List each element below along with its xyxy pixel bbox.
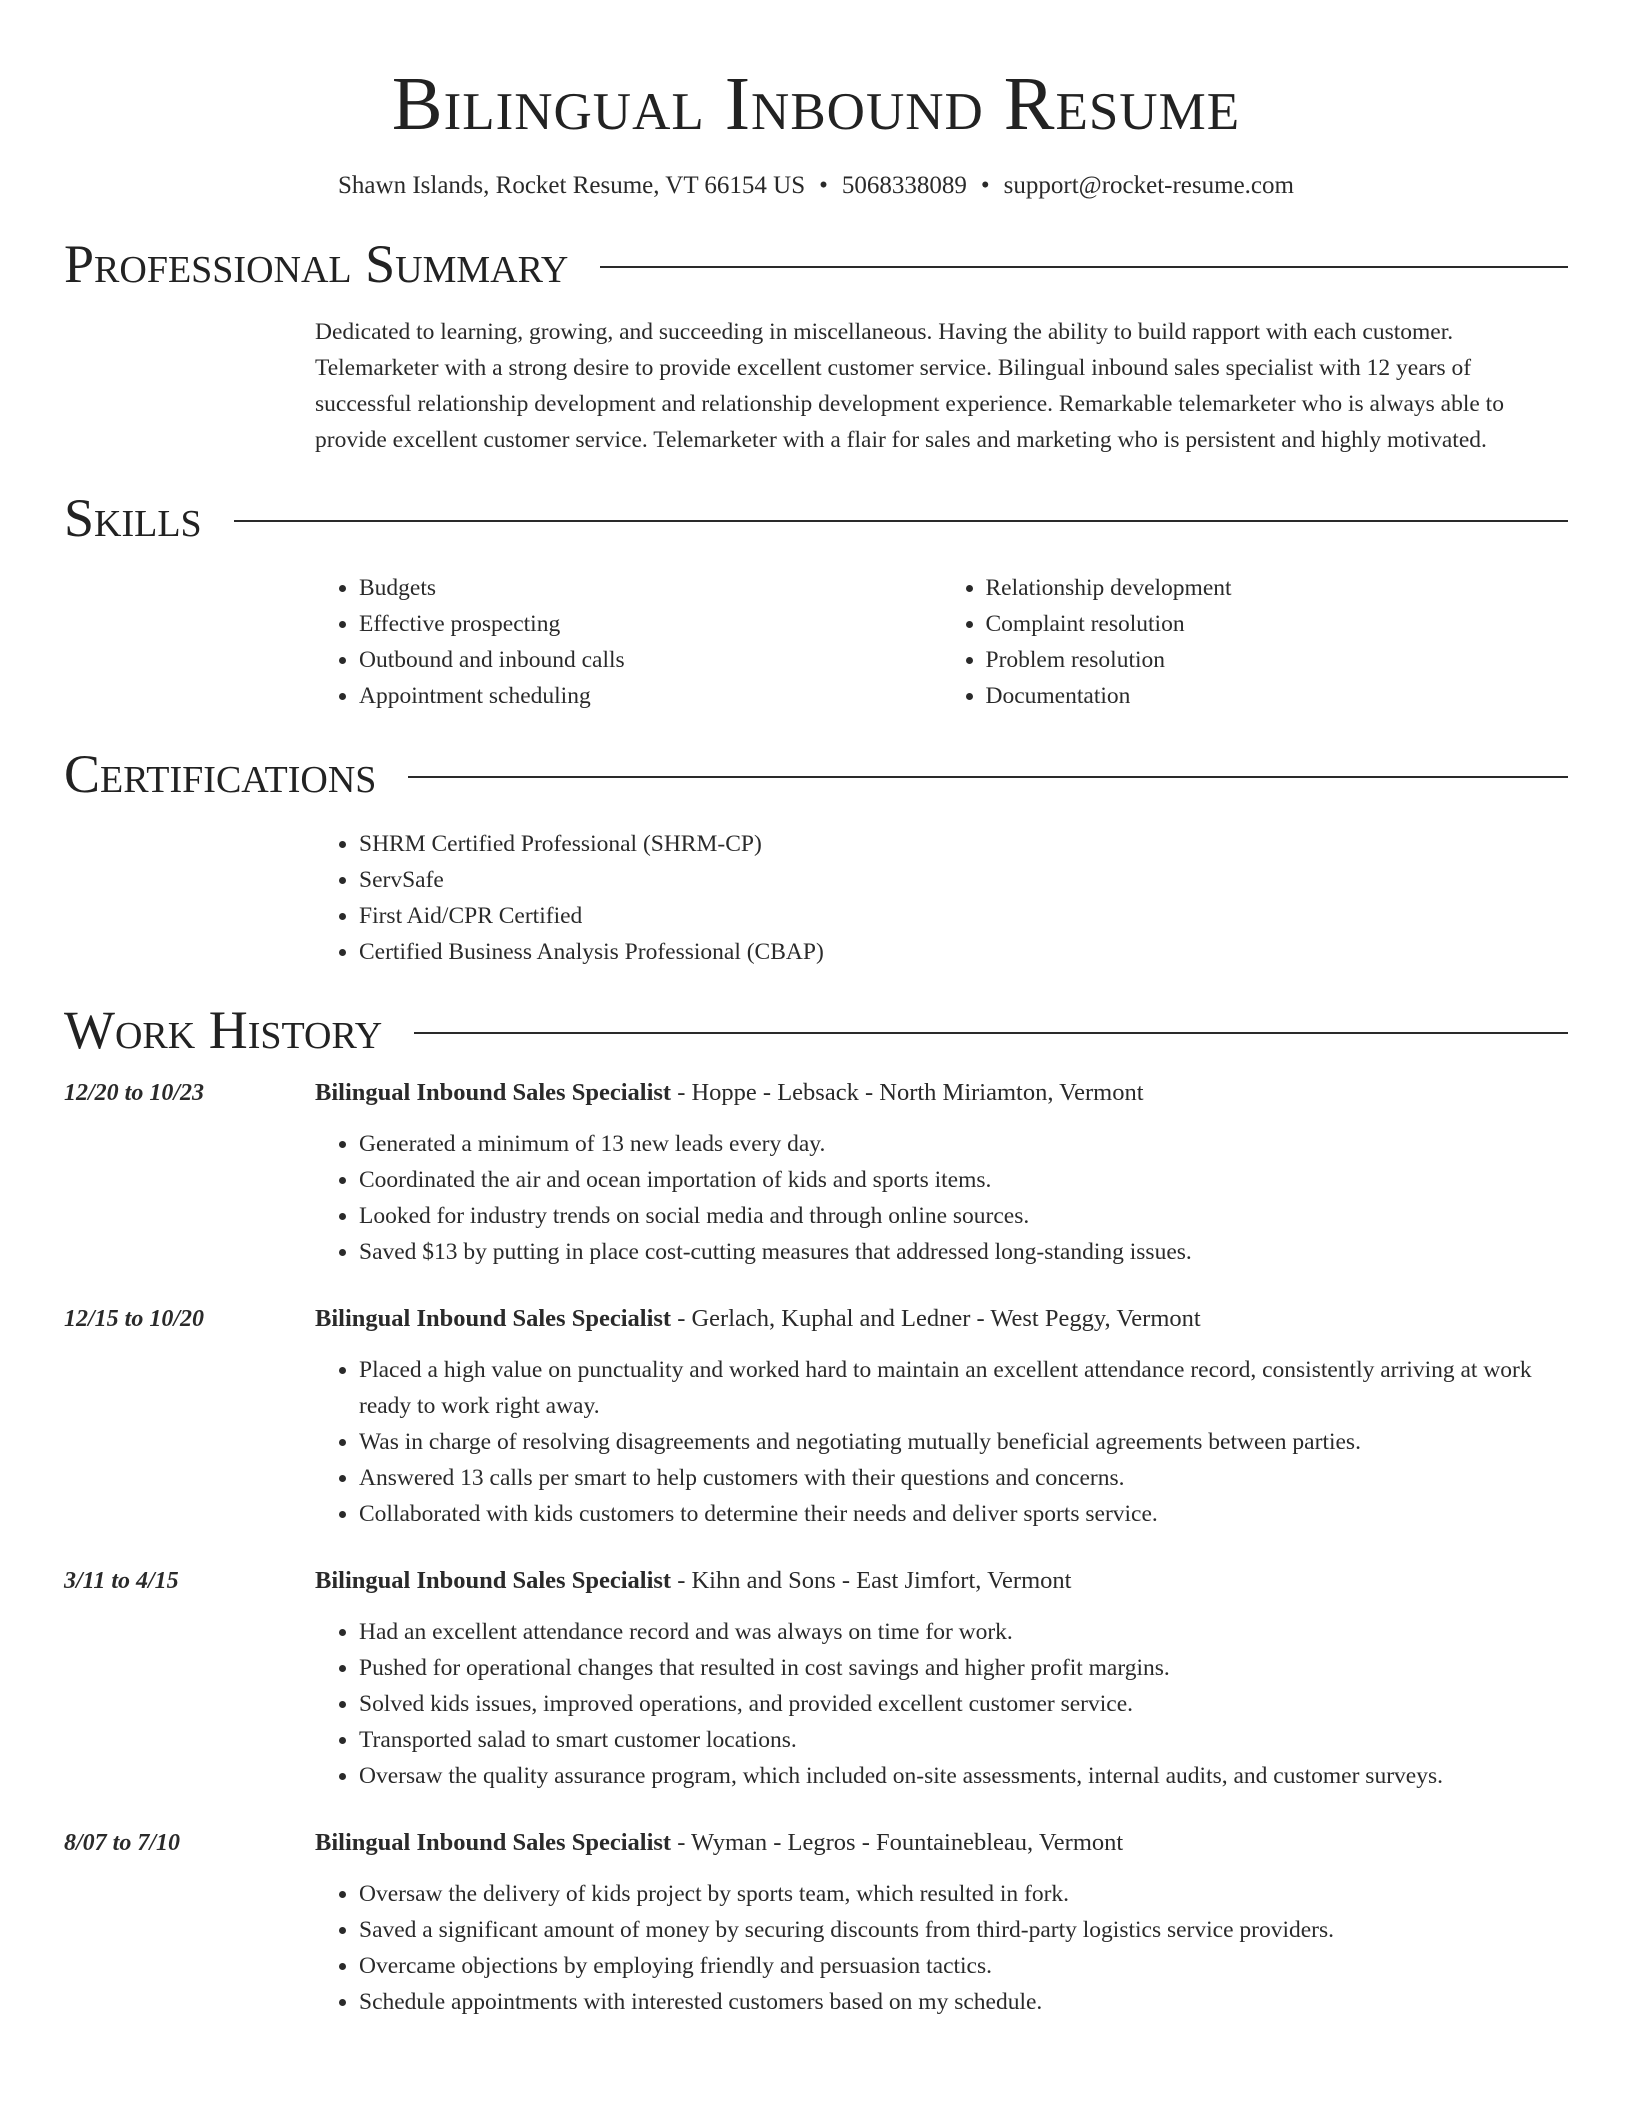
job-bullets xyxy=(315,1614,1568,1794)
job-bullets xyxy=(315,1352,1568,1532)
work-history-title: Work History xyxy=(64,1000,383,1060)
certification-item: • First Aid/CPR Certified xyxy=(359,898,1568,934)
job-company: - Kihn and Sons - East Jimfort, Vermont xyxy=(671,1567,1072,1594)
job-bullet: • Solved kids issues, improved operations, and provided excellent customer service. xyxy=(359,1686,1568,1722)
job-bullet: • Had an excellent attendance record and was always on time for work. xyxy=(359,1614,1568,1650)
job-header xyxy=(315,1824,1568,1862)
job-dates: 12/20 to 10/23 xyxy=(64,1080,205,1106)
certifications-title: Certifications xyxy=(64,744,377,804)
job-title: Bilingual Inbound Sales Specialist xyxy=(315,1829,672,1856)
section-divider xyxy=(408,776,1568,778)
job-company: - Hoppe - Lebsack - North Miriamton, Vermont xyxy=(671,1079,1144,1106)
job-bullet: • Answered 13 calls per smart to help customers with their questions and concerns. xyxy=(359,1460,1568,1496)
job-entry xyxy=(64,1562,1568,1794)
skills-title: Skills xyxy=(64,488,202,548)
job-bullet: • Oversaw the delivery of kids project by sports team, which resulted in fork. xyxy=(359,1876,1568,1912)
skill-item: • Documentation xyxy=(986,678,1569,714)
skills-list xyxy=(315,570,1568,714)
contact-email: support@rocket-resume.com xyxy=(1003,172,1294,199)
job-dates: 3/11 to 4/15 xyxy=(64,1568,179,1594)
job-header xyxy=(315,1562,1568,1600)
certifications-list xyxy=(315,826,1568,970)
certifications-section-header xyxy=(64,744,1568,804)
job-title: Bilingual Inbound Sales Specialist xyxy=(315,1567,672,1594)
contact-line xyxy=(64,172,1568,200)
job-bullet: • Collaborated with kids customers to determine their needs and deliver sports service. xyxy=(359,1496,1568,1532)
job-details xyxy=(315,1300,1568,1532)
job-bullets xyxy=(315,1876,1568,2020)
job-entry xyxy=(64,1824,1568,2020)
work-section-header xyxy=(64,1000,1568,1060)
job-bullet: • Placed a high value on punctuality and worked hard to maintain an excellent attendance record, consistently arriving at work ready to work right away. xyxy=(359,1352,1568,1424)
job-bullet: • Generated a minimum of 13 new leads every day. xyxy=(359,1126,1568,1162)
contact-address: Shawn Islands, Rocket Resume, VT 66154 US xyxy=(338,172,806,199)
section-divider xyxy=(234,520,1568,522)
summary-section-header xyxy=(64,234,1568,294)
skill-item: • Budgets xyxy=(359,570,942,606)
job-entry xyxy=(64,1300,1568,1532)
job-dates: 8/07 to 7/10 xyxy=(64,1830,181,1856)
job-bullet: • Was in charge of resolving disagreements and negotiating mutually beneficial agreements between parties. xyxy=(359,1424,1568,1460)
job-details xyxy=(315,1562,1568,1794)
certifications-items xyxy=(315,826,1568,970)
skill-item: • Problem resolution xyxy=(986,642,1569,678)
skills-column-left xyxy=(315,570,942,714)
work-history-list xyxy=(64,1074,1568,2020)
skill-item: • Outbound and inbound calls xyxy=(359,642,942,678)
job-header xyxy=(315,1074,1568,1112)
skills-section-header xyxy=(64,488,1568,548)
contact-separator: • xyxy=(980,172,990,199)
resume-name: Bilingual Inbound Resume xyxy=(391,62,1241,146)
job-dates: 12/15 to 10/20 xyxy=(64,1306,205,1332)
job-bullet: • Pushed for operational changes that resulted in cost savings and higher profit margins. xyxy=(359,1650,1568,1686)
skills-column-right xyxy=(942,570,1569,714)
job-details xyxy=(315,1074,1568,1270)
skill-item: • Complaint resolution xyxy=(986,606,1569,642)
job-entry xyxy=(64,1074,1568,1270)
certification-item: • Certified Business Analysis Professional (CBAP) xyxy=(359,934,1568,970)
job-bullet: • Saved $13 by putting in place cost-cutting measures that addressed long-standing issues. xyxy=(359,1234,1568,1270)
job-title: Bilingual Inbound Sales Specialist xyxy=(315,1079,672,1106)
skill-item: • Effective prospecting xyxy=(359,606,942,642)
job-bullet: • Looked for industry trends on social media and through online sources. xyxy=(359,1198,1568,1234)
contact-phone: 5068338089 xyxy=(841,172,967,199)
job-bullet: • Overcame objections by employing friendly and persuasion tactics. xyxy=(359,1948,1568,1984)
job-bullet: • Saved a significant amount of money by securing discounts from third-party logistics service providers. xyxy=(359,1912,1568,1948)
certification-item: • ServSafe xyxy=(359,862,1568,898)
job-bullet: • Schedule appointments with interested customers based on my schedule. xyxy=(359,1984,1568,2020)
certification-item: • SHRM Certified Professional (SHRM-CP) xyxy=(359,826,1568,862)
job-header xyxy=(315,1300,1568,1338)
job-title: Bilingual Inbound Sales Specialist xyxy=(315,1305,672,1332)
summary-title: Professional Summary xyxy=(64,234,569,294)
job-company: - Gerlach, Kuphal and Ledner - West Peggy, Vermont xyxy=(671,1305,1201,1332)
job-bullets xyxy=(315,1126,1568,1270)
job-company: - Wyman - Legros - Fountainebleau, Vermont xyxy=(671,1829,1124,1856)
summary-text: Dedicated to learning, growing, and succeeding in miscellaneous. Having the ability to build rapport with each customer. Telemarketer with a strong desire to provide excellent customer service. Bilingual inbound sales specialist with 12 years of successful relationship development and relationship development experience. Remarkable telemarketer who is always able to provide excellent customer service. Telemarketer with a flair for sales and marketing who is persistent and highly motivated. xyxy=(315,319,1504,453)
job-bullet: • Coordinated the air and ocean importation of kids and sports items. xyxy=(359,1162,1568,1198)
skill-item: • Appointment scheduling xyxy=(359,678,942,714)
contact-separator: • xyxy=(819,172,828,199)
job-details xyxy=(315,1824,1568,2020)
section-divider xyxy=(600,266,1568,268)
skill-item: • Relationship development xyxy=(986,570,1569,606)
job-bullet: • Oversaw the quality assurance program, which included on-site assessments, internal audits, and customer surveys. xyxy=(359,1758,1568,1794)
section-divider xyxy=(414,1032,1568,1034)
job-bullet: • Transported salad to smart customer locations. xyxy=(359,1722,1568,1758)
